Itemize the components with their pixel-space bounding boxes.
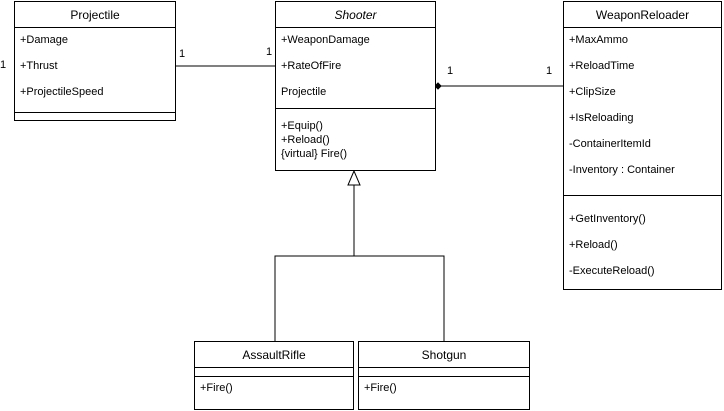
operation: +Reload() — [281, 134, 330, 146]
attribute: +ClipSize — [569, 86, 616, 98]
multiplicity-label: 1 — [0, 59, 7, 71]
class-name: AssaultRifle — [195, 342, 353, 368]
attribute: -ContainerItemId — [569, 138, 651, 150]
attributes-section — [359, 368, 529, 376]
multiplicity-label: 1 — [179, 48, 186, 60]
attributes-section — [195, 368, 353, 376]
class-name: Shotgun — [359, 342, 529, 368]
attribute: +MaxAmmo — [569, 34, 628, 46]
operation: +Fire() — [200, 382, 233, 394]
operation: +GetInventory() — [569, 213, 646, 225]
class-assault-rifle[interactable] — [194, 341, 354, 410]
generalization-arrowhead — [348, 171, 360, 185]
operations-section — [195, 376, 353, 409]
attributes-section — [276, 28, 435, 108]
attribute: +RateOfFire — [281, 60, 342, 72]
operation: {virtual} Fire() — [281, 148, 348, 160]
operations-section — [15, 112, 175, 120]
class-shotgun[interactable] — [358, 341, 530, 410]
operation: -ExecuteReload() — [569, 265, 655, 277]
operations-section — [359, 376, 529, 409]
class-name: WeaponReloader — [564, 2, 721, 28]
class-projectile[interactable] — [14, 1, 176, 121]
attribute: +Thrust — [20, 60, 58, 72]
class-weapon-reloader[interactable] — [563, 1, 722, 290]
attribute: Projectile — [281, 86, 327, 98]
attributes-section — [564, 28, 721, 195]
multiplicity-label: 1 — [546, 65, 553, 77]
generalization-edges — [275, 256, 444, 341]
multiplicity-label: 1 — [447, 65, 454, 77]
class-name: Projectile — [15, 2, 175, 28]
operation: +Equip() — [281, 120, 323, 132]
class-shooter[interactable] — [275, 1, 436, 171]
operations-section — [564, 195, 721, 289]
attribute: +IsReloading — [569, 112, 634, 124]
attributes-section — [15, 28, 175, 112]
operations-section — [276, 108, 435, 170]
attribute: +ReloadTime — [569, 60, 635, 72]
class-name: Shooter — [276, 2, 435, 28]
attribute: +Damage — [20, 34, 69, 46]
operation: +Reload() — [569, 239, 618, 251]
attribute: -Inventory : Container — [569, 164, 675, 176]
multiplicity-label: 1 — [266, 46, 273, 58]
attribute: +ProjectileSpeed — [20, 86, 104, 98]
operation: +Fire() — [364, 382, 397, 394]
attribute: +WeaponDamage — [281, 34, 370, 46]
